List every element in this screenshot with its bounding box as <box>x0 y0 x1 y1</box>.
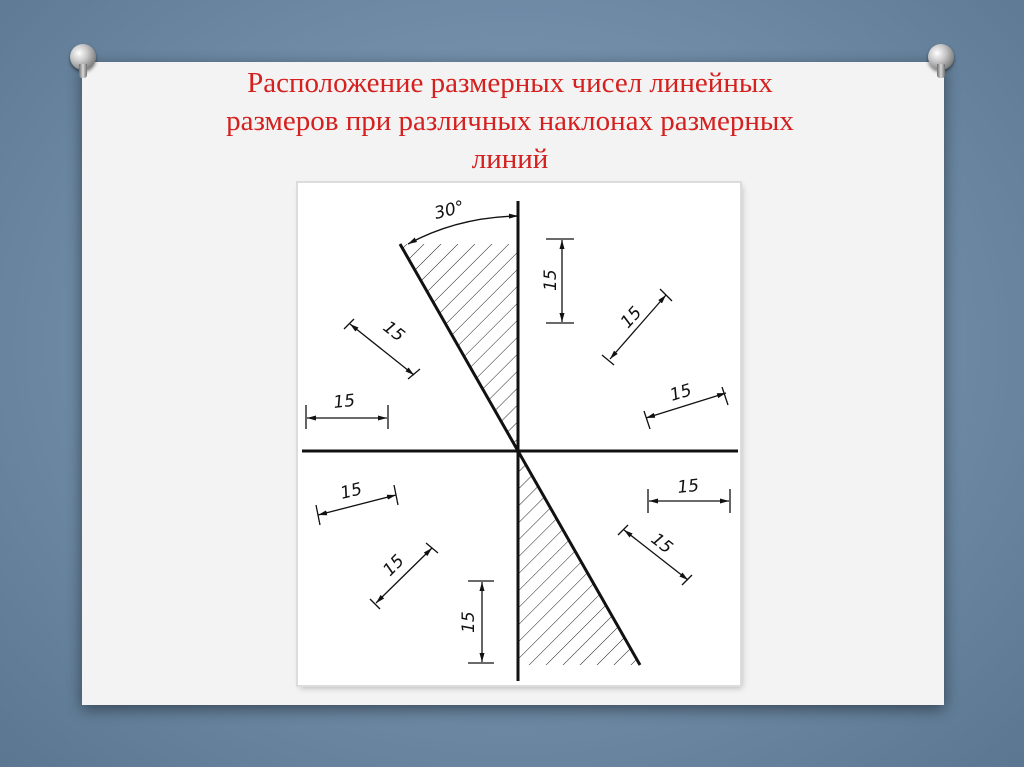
dimension-label: 15 <box>379 551 409 581</box>
angle-dimension <box>408 197 518 244</box>
title-line-1: Расположение размерных чисел линейных <box>247 67 773 99</box>
dimension-inclined-upper-right-shallow <box>644 380 728 429</box>
title-line-2: размеров при различных наклонах размерных <box>226 105 794 137</box>
dimension-label: 15 <box>459 611 479 633</box>
dimension-label: 15 <box>646 529 677 559</box>
dimension-inclined-upper-left <box>344 317 420 379</box>
dimension-inclined-lower-right <box>618 525 692 585</box>
slide-title <box>120 64 900 178</box>
dimension-label: 15 <box>378 317 409 347</box>
diagram-svg <box>298 183 740 685</box>
dimension-label: 15 <box>616 302 647 333</box>
dimension-label: 15 <box>676 475 701 498</box>
dimension-label: 15 <box>338 479 365 504</box>
dimension-inclined-lower-left <box>370 543 438 609</box>
title-line-3: линий <box>471 143 549 175</box>
dimension-vertical-lower <box>459 581 494 663</box>
dimension-vertical-upper <box>541 239 574 323</box>
dimension-horizontal-lower-right <box>648 476 730 513</box>
pushpin-icon <box>70 44 96 78</box>
dimension-label: 15 <box>667 380 695 406</box>
angle-label: 30° <box>432 197 467 224</box>
pushpin-icon <box>928 44 954 78</box>
dimension-inclined-upper-right <box>602 289 672 365</box>
dimension-horizontal-upper-left <box>306 391 388 429</box>
dimension-label: 15 <box>541 269 561 291</box>
dimension-label: 15 <box>332 390 357 413</box>
dimension-diagram <box>298 183 740 685</box>
dimension-inclined-lower-left-shallow <box>316 479 398 525</box>
